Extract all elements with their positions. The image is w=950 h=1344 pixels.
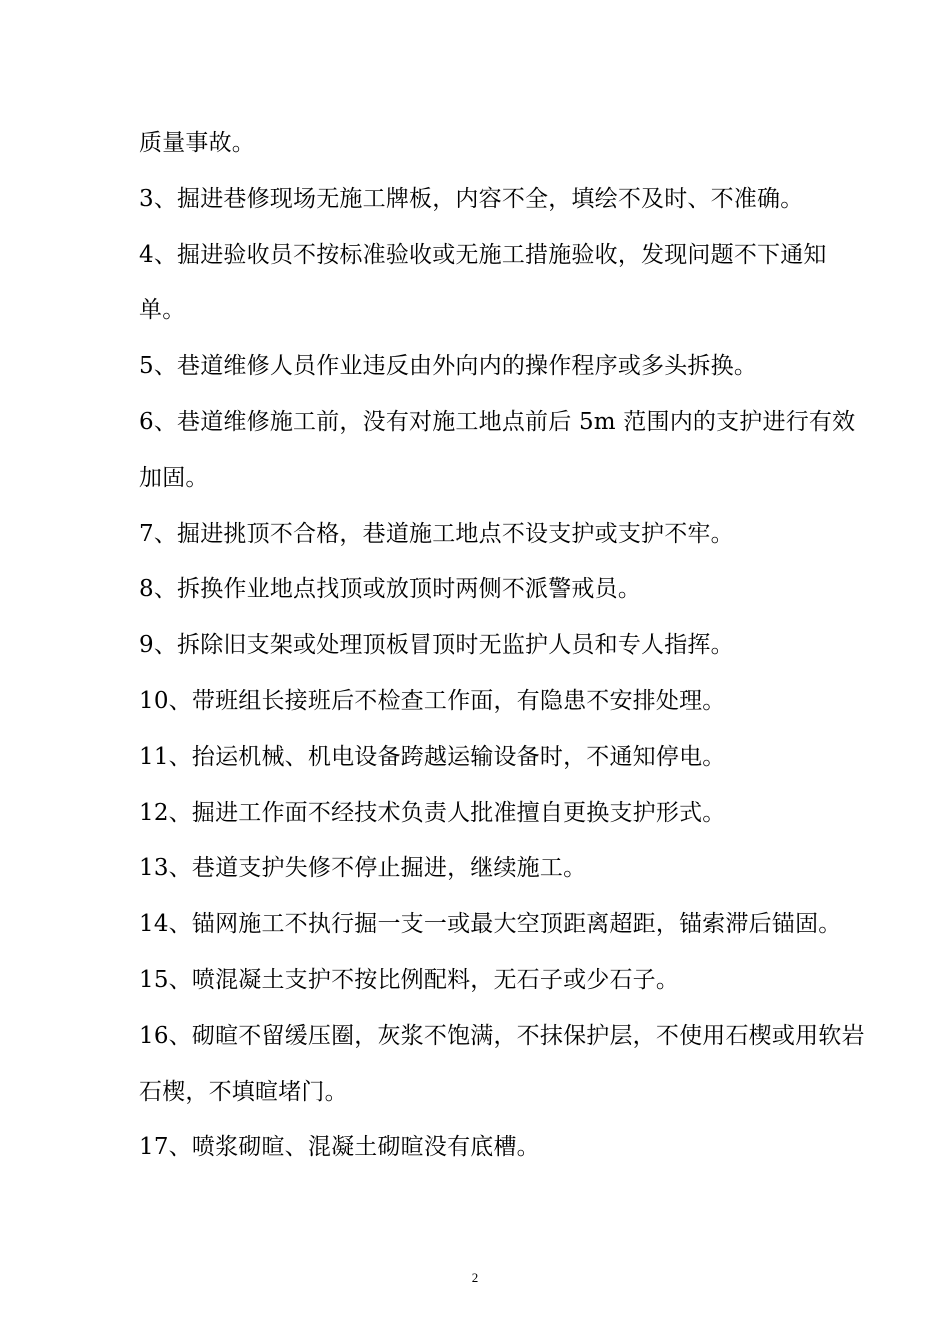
body-text xyxy=(139,116,869,1176)
paragraph-item-7: 7、掘进挑顶不合格，巷道施工地点不设支护或支护不牢。 xyxy=(139,520,734,547)
paragraph-item-4: 4、掘进验收员不按标准验收或无施工措施验收，发现问题不下通知单。 xyxy=(139,241,827,324)
paragraph-item-3: 3、掘进巷修现场无施工牌板，内容不全，填绘不及时、不准确。 xyxy=(139,185,804,212)
paragraph-item-11: 11、抬运机械、机电设备跨越运输设备时，不通知停电。 xyxy=(139,743,726,770)
paragraph-item-6: 6、巷道维修施工前，没有对施工地点前后 5m 范围内的支护进行有效加固。 xyxy=(139,408,856,491)
paragraph-item-17: 17、喷浆砌暄、混凝土砌暄没有底槽。 xyxy=(139,1134,540,1161)
page-number: 2 xyxy=(471,1270,479,1285)
paragraph-continuation: 质量事故。 xyxy=(139,130,255,156)
paragraph-item-16: 16、砌暄不留缓压圈，灰浆不饱满，不抹保护层，不使用石楔或用软岩石楔，不填暄堵门。 xyxy=(139,1022,865,1105)
paragraph-item-5: 5、巷道维修人员作业违反由外向内的操作程序或多头拆换。 xyxy=(139,353,758,380)
paragraph-item-14: 14、锚网施工不执行掘一支一或最大空顶距离超距，锚索滞后锚固。 xyxy=(139,911,842,938)
paragraph-item-13: 13、巷道支护失修不停止掘进，继续施工。 xyxy=(139,855,587,882)
paragraph-item-8: 8、拆换作业地点找顶或放顶时两侧不派警戒员。 xyxy=(139,576,642,603)
paragraph-item-12: 12、掘进工作面不经技术负责人批准擅自更换支护形式。 xyxy=(139,799,726,826)
paragraph-item-9: 9、拆除旧支架或处理顶板冒顶时无监护人员和专人指挥。 xyxy=(139,632,734,659)
paragraph-item-10: 10、带班组长接班后不检查工作面，有隐患不安排处理。 xyxy=(139,687,726,714)
paragraph-item-15: 15、喷混凝土支护不按比例配料，无石子或少石子。 xyxy=(139,966,680,993)
